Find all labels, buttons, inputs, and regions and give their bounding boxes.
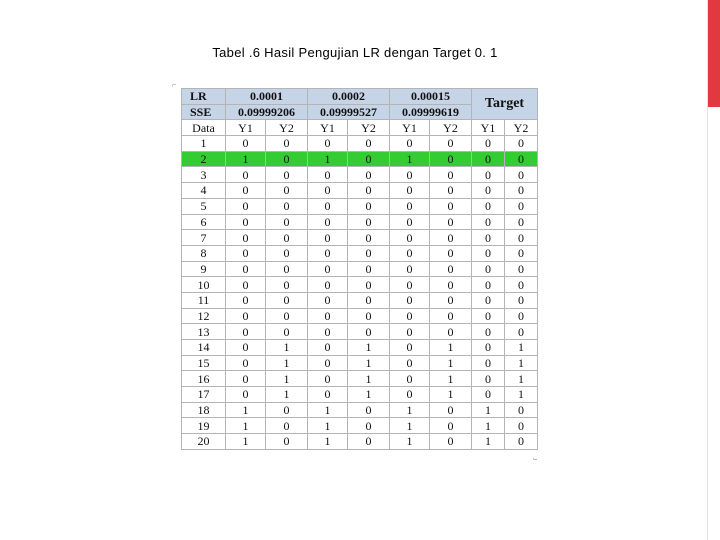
table-cell: 0 [430,418,472,434]
table-cell: 0 [348,402,390,418]
table-row [182,324,538,340]
table-cell: 0 [308,136,348,152]
table-cell: 0 [348,198,390,214]
table-cell: 0 [505,434,538,450]
row-index-cell: 8 [182,245,226,261]
sse-value: 0.09999206 [226,104,308,120]
table-cell: 0 [390,214,430,230]
row-index-cell: 7 [182,230,226,246]
row-index-cell: 20 [182,434,226,450]
table-cell: 0 [390,355,430,371]
table-cell: 0 [348,230,390,246]
table-cell: 0 [348,245,390,261]
table-cell: 0 [472,136,505,152]
table-row [182,167,538,183]
table-cell: 0 [505,277,538,293]
table-row [182,371,538,387]
table-cell: 1 [472,402,505,418]
table-cell: 0 [266,324,308,340]
table-cell: 1 [505,355,538,371]
table-cell: 0 [226,387,266,403]
table-cell: 0 [430,292,472,308]
table-cell: 0 [348,167,390,183]
column-header-row [182,120,538,136]
table-cell: 0 [348,324,390,340]
table-cell: 0 [226,183,266,199]
table-cell: 0 [472,151,505,167]
table-cell: 0 [266,434,308,450]
table-cell: 1 [430,371,472,387]
table-cell: 0 [472,167,505,183]
table-cell: 0 [472,308,505,324]
table-cell: 0 [505,324,538,340]
table-cell: 1 [430,340,472,356]
row-index-cell: 3 [182,167,226,183]
table-cell: 0 [308,183,348,199]
table-cell: 0 [348,308,390,324]
table-cell: 0 [348,418,390,434]
table-row [182,355,538,371]
table-cell: 0 [226,324,266,340]
table-cell: 1 [226,151,266,167]
table-cell: 0 [308,230,348,246]
table-row [182,230,538,246]
table-cell: 0 [308,214,348,230]
row-index-cell: 13 [182,324,226,340]
table-row [182,214,538,230]
table-cell: 1 [266,340,308,356]
table-cell: 0 [226,277,266,293]
row-index-cell: 19 [182,418,226,434]
lr-row [182,89,538,105]
table-cell: 0 [505,308,538,324]
table-cell: 0 [390,292,430,308]
table-cell: 0 [266,292,308,308]
table-cell: 0 [266,230,308,246]
table-cell: 1 [472,434,505,450]
table-cell: 0 [266,214,308,230]
table-cell: 0 [390,277,430,293]
table-cell: 0 [505,230,538,246]
table-cell: 0 [430,308,472,324]
table-cell: 0 [226,245,266,261]
table-cell: 0 [226,214,266,230]
table-cell: 0 [430,277,472,293]
table-row [182,292,538,308]
results-table-body [182,89,538,450]
table-cell: 0 [430,230,472,246]
table-cell: 0 [430,198,472,214]
row-index-cell: 9 [182,261,226,277]
table-cell: 0 [226,355,266,371]
column-header: Data [182,120,226,136]
column-header: Y1 [226,120,266,136]
table-cell: 0 [348,261,390,277]
table-cell: 1 [308,418,348,434]
table-cell: 1 [348,340,390,356]
table-cell: 1 [390,151,430,167]
table-cell: 0 [472,355,505,371]
row-index-cell: 1 [182,136,226,152]
table-cell: 0 [226,371,266,387]
table-cell: 0 [308,261,348,277]
table-cell: 0 [430,402,472,418]
table-cell: 1 [308,402,348,418]
table-cell: 0 [430,136,472,152]
table-cell: 0 [505,402,538,418]
table-cell: 0 [505,418,538,434]
table-cell: 0 [266,183,308,199]
table-cell: 0 [390,136,430,152]
table-cell: 0 [308,167,348,183]
table-cell: 0 [266,198,308,214]
table-cell: 0 [472,292,505,308]
table-cell: 0 [266,151,308,167]
results-table [181,88,538,450]
table-row [182,136,538,152]
table-row [182,183,538,199]
row-index-cell: 18 [182,402,226,418]
table-cell: 1 [348,387,390,403]
table-cell: 0 [505,136,538,152]
row-index-cell: 14 [182,340,226,356]
table-cell: 0 [390,230,430,246]
table-cell: 0 [505,198,538,214]
table-cell: 1 [226,434,266,450]
table-cell: 0 [505,151,538,167]
table-cell: 0 [430,245,472,261]
table-cell: 0 [308,277,348,293]
table-cell: 0 [348,214,390,230]
table-cell: 0 [226,167,266,183]
table-row [182,434,538,450]
table-cell: 0 [348,434,390,450]
table-cell: 0 [308,308,348,324]
table-cell: 0 [505,261,538,277]
table-cell: 0 [226,136,266,152]
sse-value: 0.09999619 [390,104,472,120]
corner-mark-top-left: ⌐ [172,82,177,90]
target-header: Target [472,89,538,120]
table-cell: 0 [390,198,430,214]
column-header: Y1 [472,120,505,136]
table-cell: 0 [226,261,266,277]
table-row [182,245,538,261]
column-header: Y1 [390,120,430,136]
table-cell: 0 [348,183,390,199]
table-cell: 1 [472,418,505,434]
table-cell: 0 [226,308,266,324]
row-index-cell: 17 [182,387,226,403]
row-index-cell: 5 [182,198,226,214]
table-cell: 0 [266,277,308,293]
column-header: Y2 [430,120,472,136]
table-cell: 0 [430,183,472,199]
table-cell: 1 [505,387,538,403]
table-cell: 1 [430,387,472,403]
row-index-cell: 4 [182,183,226,199]
table-cell: 1 [390,418,430,434]
table-row [182,308,538,324]
table-cell: 0 [430,324,472,340]
table-cell: 0 [348,136,390,152]
table-cell: 0 [266,261,308,277]
corner-mark-bottom-right: ⌙ [533,456,538,464]
table-cell: 0 [348,292,390,308]
table-cell: 0 [505,183,538,199]
table-cell: 0 [472,198,505,214]
table-cell: 0 [472,277,505,293]
table-row [182,261,538,277]
table-cell: 0 [472,230,505,246]
table-cell: 0 [266,245,308,261]
table-cell: 0 [390,245,430,261]
table-cell: 0 [472,214,505,230]
row-index-cell: 15 [182,355,226,371]
lr-value: 0.00015 [390,89,472,105]
table-cell: 0 [226,292,266,308]
table-cell: 0 [505,214,538,230]
column-header: Y1 [308,120,348,136]
table-cell: 1 [505,371,538,387]
table-cell: 1 [505,340,538,356]
table-cell: 0 [266,308,308,324]
table-cell: 1 [348,355,390,371]
table-cell: 0 [226,230,266,246]
table-cell: 0 [226,340,266,356]
table-cell: 0 [390,324,430,340]
row-index-cell: 10 [182,277,226,293]
table-row [182,340,538,356]
table-cell: 0 [308,245,348,261]
table-cell: 0 [308,340,348,356]
table-cell: 0 [266,402,308,418]
table-row [182,418,538,434]
column-header: Y2 [505,120,538,136]
table-row [182,402,538,418]
table-cell: 0 [266,167,308,183]
table-cell: 0 [348,151,390,167]
table-cell: 0 [266,418,308,434]
table-cell: 1 [390,434,430,450]
table-cell: 0 [472,261,505,277]
table-cell: 0 [308,387,348,403]
table-cell: 0 [308,324,348,340]
table-cell: 0 [308,371,348,387]
table-cell: 1 [226,418,266,434]
table-row [182,198,538,214]
lr-value: 0.0002 [308,89,390,105]
lr-value: 0.0001 [226,89,308,105]
table-cell: 0 [308,198,348,214]
table-cell: 0 [390,371,430,387]
lr-label: LR [182,89,226,105]
table-cell: 1 [266,355,308,371]
table-cell: 1 [266,371,308,387]
table-cell: 0 [308,355,348,371]
table-cell: 0 [472,387,505,403]
table-row [182,387,538,403]
table-cell: 0 [430,214,472,230]
sse-value: 0.09999527 [308,104,390,120]
table-cell: 1 [348,371,390,387]
table-cell: 0 [472,324,505,340]
table-cell: 0 [472,183,505,199]
table-cell: 0 [266,136,308,152]
table-cell: 0 [505,167,538,183]
table-cell: 0 [472,371,505,387]
slide-title: Tabel .6 Hasil Pengujian LR dengan Target 0. 1 [212,45,498,60]
table-cell: 0 [390,308,430,324]
table-cell: 1 [266,387,308,403]
table-cell: 0 [390,387,430,403]
row-index-cell: 12 [182,308,226,324]
table-cell: 1 [226,402,266,418]
table-cell: 0 [430,434,472,450]
table-cell: 1 [308,434,348,450]
table-cell: 0 [430,167,472,183]
column-header: Y2 [348,120,390,136]
row-index-cell: 6 [182,214,226,230]
table-row [182,277,538,293]
table-cell: 1 [430,355,472,371]
row-index-cell: 11 [182,292,226,308]
table-cell: 0 [430,151,472,167]
sse-label: SSE [182,104,226,120]
row-index-cell: 2 [182,151,226,167]
table-cell: 0 [505,245,538,261]
table-cell: 0 [348,277,390,293]
table-cell: 0 [226,198,266,214]
table-row-highlighted [182,151,538,167]
table-cell: 0 [472,245,505,261]
table-cell: 1 [308,151,348,167]
table-cell: 0 [472,340,505,356]
row-index-cell: 16 [182,371,226,387]
table-cell: 0 [390,183,430,199]
table-cell: 0 [390,167,430,183]
table-cell: 0 [390,261,430,277]
table-cell: 1 [390,402,430,418]
table-cell: 0 [430,261,472,277]
column-header: Y2 [266,120,308,136]
table-cell: 0 [308,292,348,308]
table-cell: 0 [390,340,430,356]
table-cell: 0 [505,292,538,308]
accent-divider [707,0,708,540]
